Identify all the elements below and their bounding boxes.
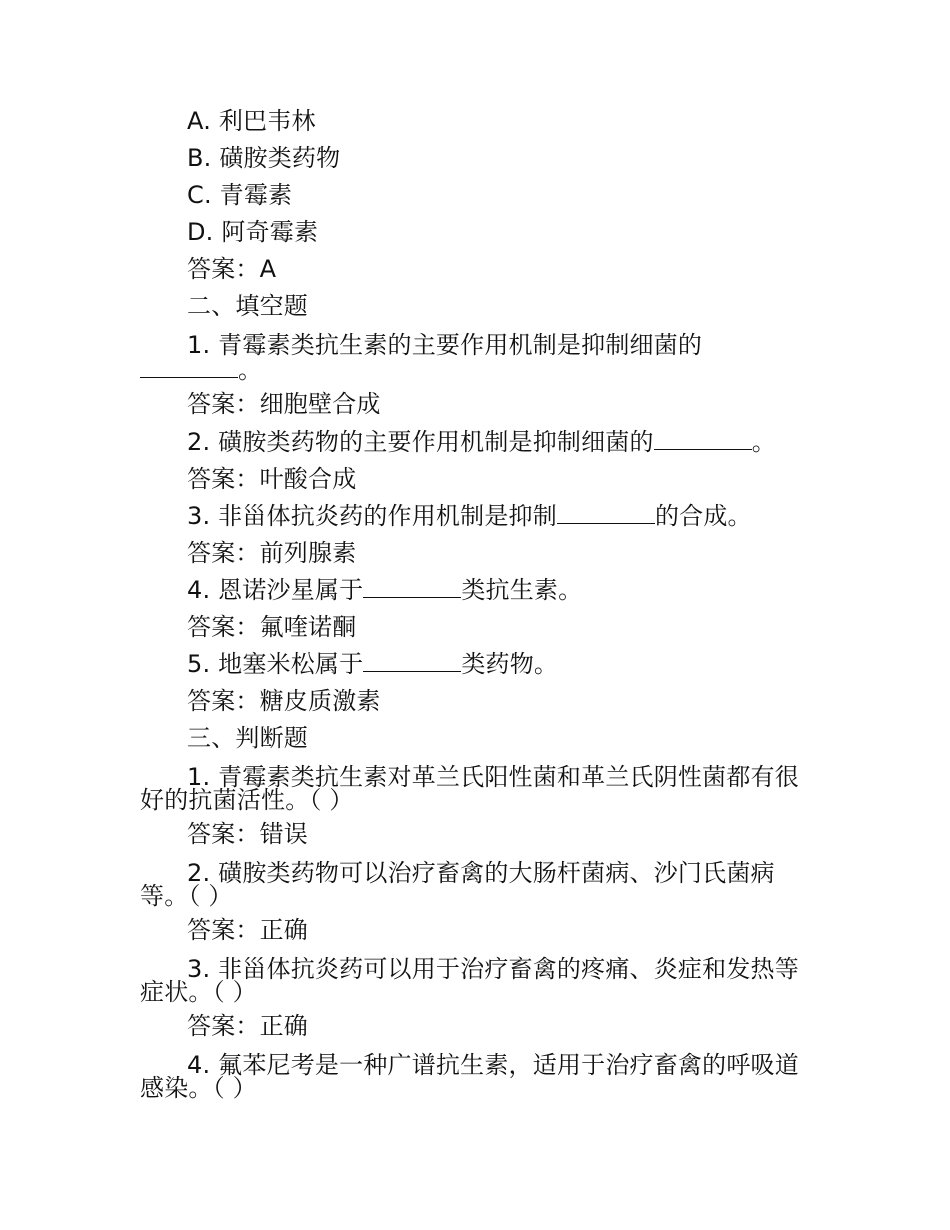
choice-answer: 答案：A (187, 255, 277, 283)
fill-q4-start: 4. 恩诺沙星属于 (187, 576, 364, 604)
fill-q1-line1: 1. 青霉素类抗生素的主要作用机制是抑制细菌的 (187, 331, 703, 359)
tf-q2-line2: 等。（ ） (140, 882, 233, 910)
fill-q1-line2 (140, 356, 262, 384)
fill-q3-end: 的合成。 (654, 502, 752, 530)
fill-q3 (187, 502, 752, 530)
fill-q5-blank (363, 651, 461, 672)
tf-q1-answer: 答案：错误 (187, 820, 308, 848)
fill-q2 (187, 428, 776, 456)
fill-q3-start: 3. 非甾体抗炎药的作用机制是抑制 (187, 502, 557, 530)
fill-q2-start: 2. 磺胺类药物的主要作用机制是抑制细菌的 (187, 428, 654, 456)
fill-q5-start: 5. 地塞米松属于 (187, 650, 364, 678)
fill-blank-heading: 二、填空题 (187, 292, 308, 320)
fill-q1-answer: 答案：细胞壁合成 (187, 390, 381, 418)
tf-q3-line2: 症状。（ ） (140, 978, 257, 1006)
tf-q1-line1: 1. 青霉素类抗生素对革兰氏阳性菌和革兰氏阴性菌都有很 (187, 763, 799, 791)
fill-q1-blank (140, 357, 238, 378)
fill-q2-blank (654, 429, 752, 450)
tf-q1-line2: 好的抗菌活性。（ ） (140, 786, 354, 814)
true-false-heading: 三、判断题 (187, 724, 308, 752)
fill-q2-answer: 答案：叶酸合成 (187, 465, 357, 493)
fill-q4 (187, 576, 582, 604)
tf-q3-line1: 3. 非甾体抗炎药可以用于治疗畜禽的疼痛、炎症和发热等 (187, 955, 799, 983)
fill-q3-answer: 答案：前列腺素 (187, 539, 357, 567)
tf-q4-line2: 感染。（ ） (140, 1074, 257, 1102)
tf-q4-line1: 4. 氟苯尼考是一种广谱抗生素，适用于治疗畜禽的呼吸道 (187, 1051, 799, 1079)
option-c: C. 青霉素 (187, 181, 293, 209)
tf-q2-line1: 2. 磺胺类药物可以治疗畜禽的大肠杆菌病、沙门氏菌病 (187, 859, 775, 887)
fill-q2-end: 。 (751, 428, 776, 456)
fill-q4-blank (363, 577, 461, 598)
tf-q2-answer: 答案：正确 (187, 916, 308, 944)
fill-q4-end: 类抗生素。 (461, 576, 583, 604)
tf-q3-answer: 答案：正确 (187, 1012, 308, 1040)
fill-q4-answer: 答案：氟喹诺酮 (187, 613, 357, 641)
fill-q3-blank (557, 503, 655, 524)
fill-q5-answer: 答案：糖皮质激素 (187, 687, 381, 715)
fill-q5 (187, 650, 558, 678)
option-a: A. 利巴韦林 (187, 107, 316, 135)
option-d: D. 阿奇霉素 (187, 218, 319, 246)
option-b: B. 磺胺类药物 (187, 144, 341, 172)
fill-q5-end: 类药物。 (461, 650, 559, 678)
fill-q1-end: 。 (238, 356, 263, 384)
